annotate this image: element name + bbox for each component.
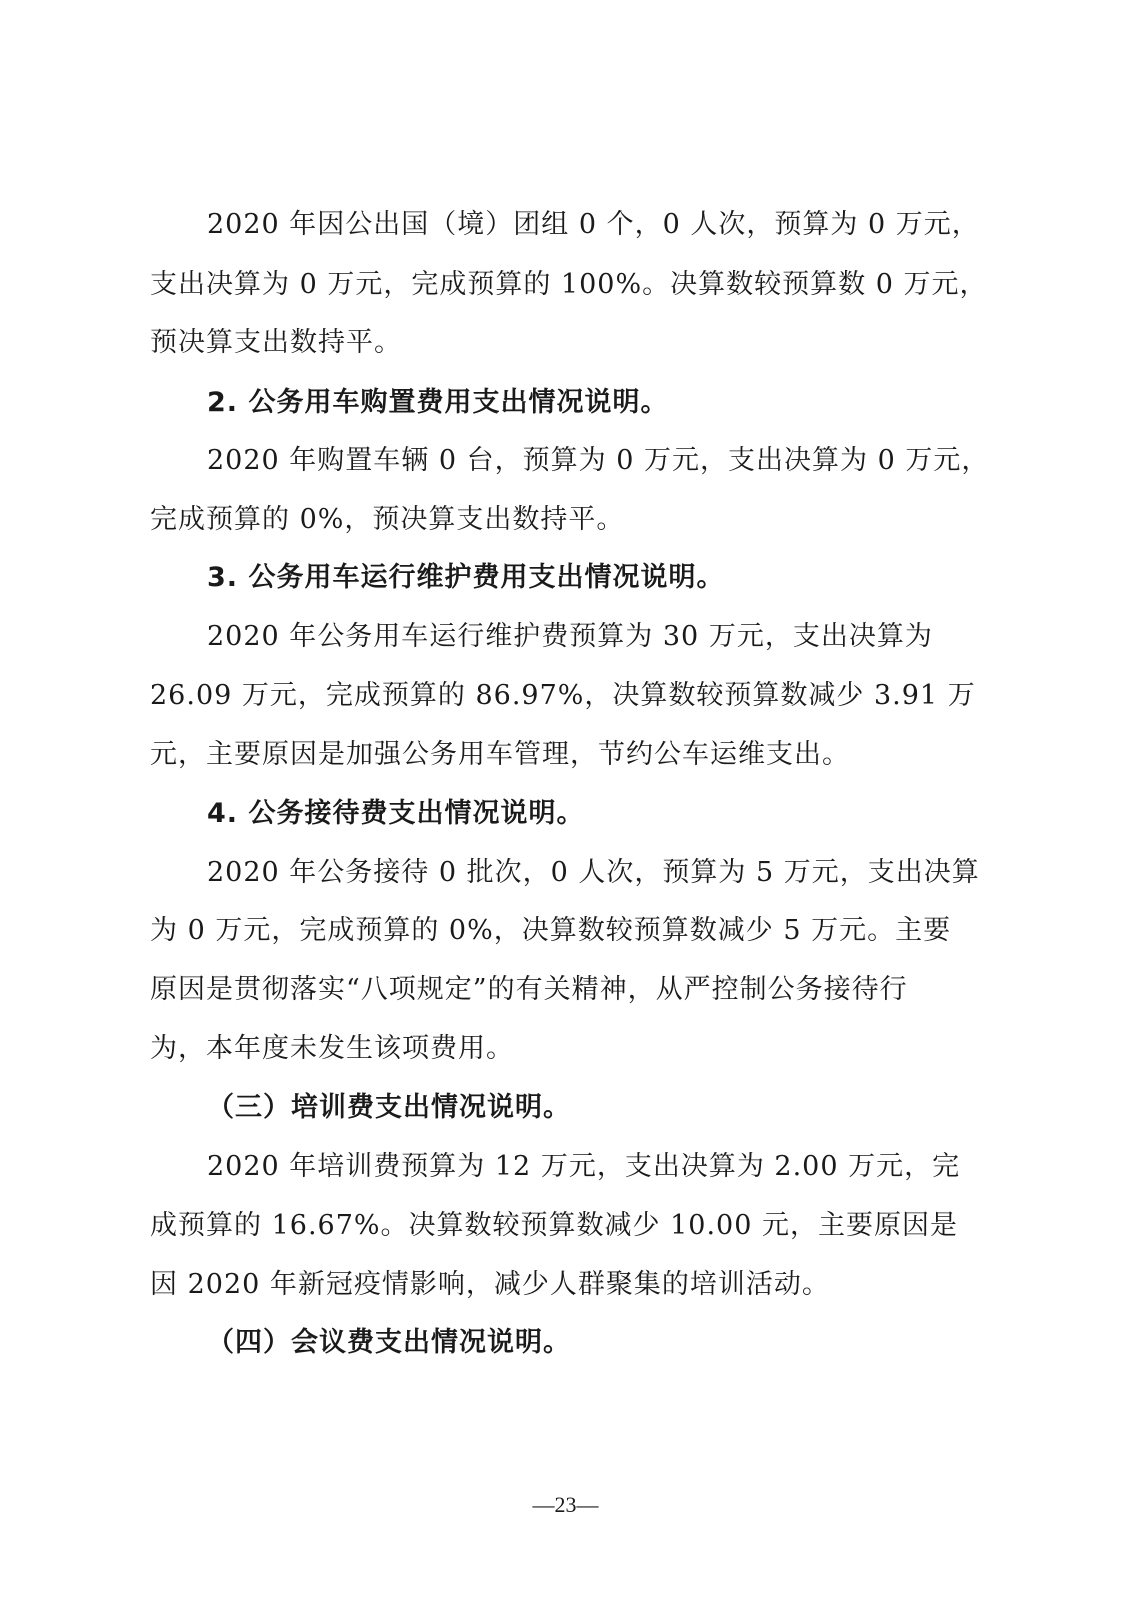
paragraph-line: 为，本年度未发生该项费用。 <box>150 1033 514 1064</box>
paragraph-line: 完成预算的 0%，预决算支出数持平。 <box>150 504 625 535</box>
paragraph-line: 为 0 万元，完成预算的 0%，决算数较预算数减少 5 万元。主要 <box>150 915 952 946</box>
paragraph-line: 2020 年公务接待 0 批次，0 人次，预算为 5 万元，支出决算 <box>207 857 980 888</box>
paragraph-line: 支出决算为 0 万元，完成预算的 100%。决算数较预算数 0 万元， <box>150 269 988 300</box>
section-heading: （四）会议费支出情况说明。 <box>207 1327 571 1358</box>
paragraph-line: 2020 年培训费预算为 12 万元，支出决算为 2.00 万元，完 <box>207 1151 961 1182</box>
page-number: —23— <box>532 1492 599 1517</box>
section-heading: （三）培训费支出情况说明。 <box>207 1092 571 1123</box>
paragraph-line: 2020 年公务用车运行维护费预算为 30 万元，支出决算为 <box>207 621 933 652</box>
section-heading: 2. 公务用车购置费用支出情况说明。 <box>207 387 669 418</box>
section-heading: 4. 公务接待费支出情况说明。 <box>207 798 585 829</box>
paragraph-line: 2020 年因公出国（境）团组 0 个，0 人次，预算为 0 万元， <box>207 209 980 240</box>
paragraph-line: 2020 年购置车辆 0 台，预算为 0 万元，支出决算为 0 万元， <box>207 445 990 476</box>
paragraph-line: 原因是贯彻落实“八项规定”的有关精神，从严控制公务接待行 <box>150 974 908 1005</box>
paragraph-line: 预决算支出数持平。 <box>150 327 402 358</box>
paragraph-line: 成预算的 16.67%。决算数较预算数减少 10.00 元，主要原因是 <box>150 1210 958 1241</box>
section-heading: 3. 公务用车运行维护费用支出情况说明。 <box>207 562 725 593</box>
paragraph-line: 26.09 万元，完成预算的 86.97%，决算数较预算数减少 3.91 万 <box>150 680 976 711</box>
paragraph-line: 因 2020 年新冠疫情影响，减少人群聚集的培训活动。 <box>150 1269 830 1300</box>
paragraph-line: 元，主要原因是加强公务用车管理，节约公车运维支出。 <box>150 739 850 770</box>
